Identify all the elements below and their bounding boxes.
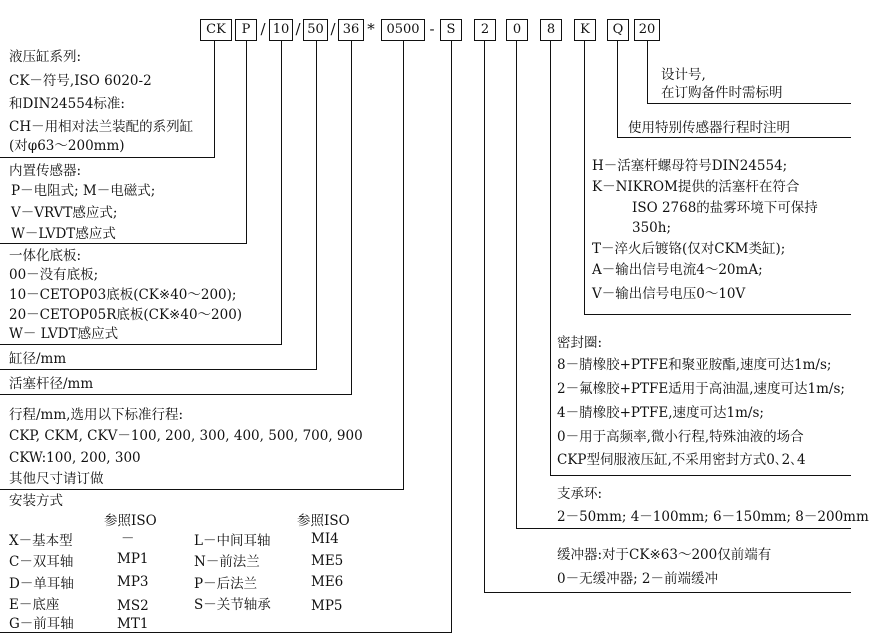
design-line: 在订购备件时需标明 — [661, 85, 783, 101]
mounting-option-label: D－单耳轴 — [9, 576, 74, 592]
code-separator: / — [330, 20, 336, 38]
mounting-option-iso: MP1 — [117, 551, 149, 567]
mounting-option-iso: MP5 — [311, 598, 343, 614]
leader-bore — [316, 41, 317, 369]
rod-label: 活塞杆径/mm — [9, 376, 94, 392]
seals-line: CKP型伺服液压缸,不采用密封方式0､2､4 — [557, 452, 806, 468]
rod-option-line: T－淬火后镀铬(仅对CKM类缸); — [592, 241, 786, 257]
leader-sensor — [0, 243, 247, 244]
code-cell-bore: 50 — [303, 19, 328, 41]
base-line: 00－没有底板; — [9, 267, 99, 283]
cushion-line: 0－无缓冲器; 2－前端缓冲 — [557, 571, 719, 587]
mounting-option-iso: ME6 — [311, 574, 344, 590]
mounting-option-iso: － — [121, 531, 135, 547]
code-cell-stroke: 0500 — [381, 19, 425, 41]
sensor-title: 内置传感器: — [9, 163, 82, 179]
code-separator: / — [295, 20, 301, 38]
base-title: 一体化底板: — [9, 248, 82, 264]
base-line: W－ LVDT感应式 — [9, 326, 119, 342]
leader-cushion — [484, 41, 485, 592]
leader-guide — [516, 528, 851, 529]
mounting-option-iso: MP3 — [117, 574, 149, 590]
leader-stroke — [0, 489, 404, 490]
code-cell-base: 10 — [269, 19, 293, 41]
leader-guide — [516, 41, 517, 528]
leader-seals — [550, 475, 851, 476]
code-cell-guide: 0 — [506, 19, 528, 41]
mounting-option-label: S－关节轴承 — [194, 597, 271, 613]
rod-option-line: K－NIKROM提供的活塞杆在符合 — [592, 179, 800, 195]
mounting-option-iso: ME5 — [311, 553, 344, 569]
code-cell-rod: 36 — [338, 19, 364, 41]
leader-series — [214, 41, 215, 157]
guide-title: 支承环: — [557, 486, 603, 502]
series-line: CK－符号,ISO 6020-2 — [9, 73, 152, 89]
cushion-line: 缓冲器:对于CK※63～200仅前端有 — [557, 547, 772, 563]
leader-rod-option — [584, 314, 851, 315]
code-cell-cushion: 2 — [474, 19, 496, 41]
leader-design — [647, 41, 648, 103]
leader-bore — [0, 369, 317, 370]
leader-special-sensor — [617, 41, 618, 137]
rod-option-line: ISO 2768的盐雾环境下可保持 — [632, 200, 818, 216]
mounting-option-label: N－前法兰 — [194, 554, 260, 570]
mounting-option-iso: MI4 — [311, 531, 339, 547]
base-line: 20－CETOP05R底板(CK※40～200) — [9, 307, 243, 323]
seals-line: 0－用于高频率,微小行程,特殊油液的场合 — [557, 429, 804, 445]
rod-option-line: A－输出信号电流4～20mA; — [592, 262, 763, 278]
stroke-line: CKP, CKM, CKV－100, 200, 300, 400, 500, 700, 900 — [9, 428, 363, 444]
mounting-title: 安装方式 — [9, 493, 63, 509]
leader-stroke — [403, 41, 404, 489]
code-cell-special-sensor: Q — [607, 19, 629, 41]
code-separator: * — [367, 20, 375, 38]
code-separator: - — [429, 20, 435, 38]
mounting-option-label: G－前耳轴 — [9, 616, 74, 632]
code-cell-sensor: P — [235, 19, 257, 41]
seals-line: 4－腈橡胶+PTFE,速度可达1m/s; — [557, 405, 764, 421]
leader-design — [647, 103, 851, 104]
series-line: 和DIN24554标准: — [9, 96, 125, 112]
sensor-line: P－电阻式; M－电磁式; — [11, 183, 156, 199]
stroke-line: CKW:100, 200, 300 — [9, 450, 141, 466]
rod-option-line: 350h; — [632, 220, 672, 236]
mounting-option-iso: MT1 — [117, 616, 149, 632]
leader-cushion — [484, 592, 851, 593]
leader-rod — [351, 41, 352, 394]
series-line: (对φ63～200mm) — [9, 138, 125, 154]
mounting-iso-header: 参照ISO — [104, 513, 157, 529]
seals-line: 8－腈橡胶+PTFE和聚亚胺酯,速度可达1m/s; — [557, 357, 832, 373]
rod-option-line: H－活塞杆螺母符号DIN24554; — [592, 158, 788, 174]
leader-rod — [0, 394, 352, 395]
guide-line: 2－50mm; 4－100mm; 6－150mm; 8－200mm — [557, 509, 869, 525]
code-cell-rod-option: K — [574, 19, 596, 41]
leader-mounting — [451, 41, 452, 632]
base-line: 10－CETOP03底板(CK※40～200); — [9, 287, 237, 303]
mounting-option-label: L－中间耳轴 — [194, 533, 271, 549]
leader-special-sensor — [617, 137, 851, 138]
leader-seals — [550, 41, 551, 475]
leader-base — [281, 41, 282, 344]
seals-line: 2－氟橡胶+PTFE适用于高油温,速度可达1m/s; — [557, 381, 845, 397]
code-cell-seals: 8 — [540, 19, 562, 41]
leader-sensor — [246, 41, 247, 243]
mounting-option-label: X－基本型 — [9, 533, 73, 549]
mounting-iso-header: 参照ISO — [297, 513, 350, 529]
mounting-option-label: P－后法兰 — [194, 576, 258, 592]
leader-series — [0, 157, 215, 158]
leader-base — [0, 344, 282, 345]
bore-label: 缸径/mm — [9, 351, 67, 367]
rod-option-line: V－输出信号电压0～10V — [592, 286, 746, 302]
stroke-title: 行程/mm,选用以下标准行程: — [9, 407, 183, 423]
series-title: 液压缸系列: — [9, 49, 82, 65]
code-cell-mounting: S — [440, 19, 462, 41]
code-cell-series: CK — [200, 19, 232, 41]
mounting-option-label: E－底座 — [9, 597, 60, 613]
mounting-option-label: C－双耳轴 — [9, 554, 74, 570]
sensor-line: V－VRVT感应式; — [11, 205, 118, 221]
code-separator: / — [260, 20, 266, 38]
code-cell-design: 20 — [634, 19, 660, 41]
leader-rod-option — [584, 41, 585, 314]
sensor-line: W－LVDT感应式 — [11, 226, 116, 242]
stroke-line: 其他尺寸请订做 — [9, 471, 104, 487]
design-line: 设计号, — [661, 67, 706, 83]
special-sensor-label: 使用特别传感器行程时注明 — [628, 120, 790, 136]
series-line: CH－用相对法兰装配的系列缸 — [9, 119, 194, 135]
mounting-option-iso: MS2 — [117, 598, 149, 614]
seals-title: 密封圈: — [557, 335, 603, 351]
